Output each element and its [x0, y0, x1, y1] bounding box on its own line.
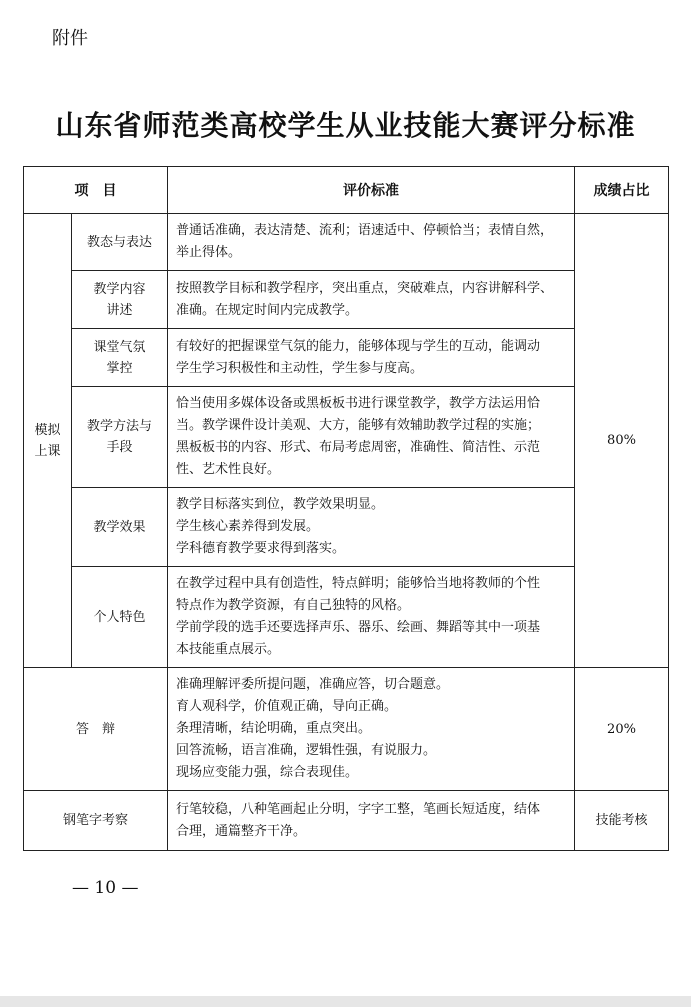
item-name-cell	[72, 329, 168, 387]
item-name-cell	[72, 387, 168, 488]
criteria-line: 准确理解评委所提问题，准确应答，切合题意。	[176, 677, 450, 692]
criteria-cell	[168, 387, 575, 488]
category-cell	[24, 214, 72, 668]
viewer-bottom-bar	[0, 996, 691, 1007]
attachment-label: 附件	[52, 28, 88, 49]
weight-cell: 技能考核	[575, 791, 669, 851]
criteria-cell	[168, 488, 575, 567]
criteria-line: 学生学习积极性和主动性，学生参与度高。	[176, 360, 424, 376]
header-criteria: 评价标准	[168, 167, 575, 214]
criteria-cell	[168, 271, 575, 329]
weight-cell: 80%	[575, 214, 669, 668]
table-row	[24, 567, 669, 668]
criteria-line: 合理，通篇整齐干净。	[176, 823, 307, 839]
table-row	[24, 488, 669, 567]
table-row	[24, 329, 669, 387]
criteria-line: 当。教学课件设计美观、大方，能够有效辅助教学过程的实施；	[176, 418, 541, 433]
criteria-line: 学科德育教学要求得到落实。	[176, 541, 346, 556]
criteria-line: 在教学过程中具有创造性，特点鲜明；能够恰当地将教师的个性	[176, 576, 541, 591]
scoring-table	[23, 166, 669, 851]
criteria-line: 学生核心素养得到发展。	[176, 519, 320, 534]
weight-cell: 20%	[575, 668, 669, 791]
criteria-cell	[168, 214, 575, 271]
criteria-line: 教学目标落实到位，教学效果明显。	[176, 497, 385, 512]
header-weight: 成绩占比	[575, 167, 669, 214]
table-row	[24, 668, 669, 791]
criteria-line: 条理清晰，结论明确，重点突出。	[176, 721, 372, 736]
table-row	[24, 791, 669, 851]
category-line: 上课	[34, 443, 61, 459]
criteria-line: 有较好的把握课堂气氛的能力，能够体现与学生的互动，能调动	[176, 338, 541, 354]
table-header-row	[24, 167, 669, 214]
header-item: 项 目	[24, 167, 168, 214]
criteria-line: 特点作为教学资源，有自己独特的风格。	[176, 598, 411, 613]
criteria-line: 本技能重点展示。	[176, 642, 281, 657]
item-name-cell	[72, 567, 168, 668]
criteria-line: 回答流畅，语言准确，逻辑性强，有说服力。	[176, 743, 437, 758]
criteria-line: 按照教学目标和教学程序，突出重点，突破难点，内容讲解科学、	[176, 280, 554, 296]
defense-name-cell: 答 辩	[24, 668, 168, 791]
criteria-cell	[168, 791, 575, 851]
criteria-line: 育人观科学，价值观正确，导向正确。	[176, 699, 398, 714]
criteria-line: 恰当使用多媒体设备或黑板板书进行课堂教学，教学方法运用恰	[176, 396, 541, 411]
item-name: 手段	[106, 440, 133, 455]
item-name: 课堂气氛	[93, 339, 146, 355]
criteria-line: 学前学段的选手还要选择声乐、器乐、绘画、舞蹈等其中一项基	[176, 620, 541, 635]
item-name: 个人特色	[93, 609, 146, 625]
item-name: 讲述	[106, 302, 133, 318]
criteria-cell	[168, 668, 575, 791]
handwriting-name-cell: 钢笔字考察	[24, 791, 168, 851]
table-row	[24, 214, 669, 271]
item-name: 教学方法与	[86, 419, 152, 434]
criteria-line: 性、艺术性良好。	[176, 462, 281, 477]
criteria-line: 黑板板书的内容、形式、布局考虑周密，准确性、简洁性、示范	[176, 440, 541, 455]
item-name-cell	[72, 214, 168, 271]
item-name-cell	[72, 271, 168, 329]
criteria-line: 普通话准确，表达清楚、流利；语速适中、停顿恰当；表情自然，	[176, 223, 554, 238]
criteria-line: 准确。在规定时间内完成教学。	[176, 302, 359, 318]
table-row	[24, 271, 669, 329]
document-title: 山东省师范类高校学生从业技能大赛评分标准	[55, 109, 636, 142]
item-name: 掌控	[106, 360, 133, 376]
criteria-line: 现场应变能力强，综合表现佳。	[176, 765, 359, 780]
item-name: 教学内容	[93, 281, 146, 297]
item-name: 教态与表达	[86, 234, 152, 250]
criteria-cell	[168, 567, 575, 668]
table-row	[24, 387, 669, 488]
criteria-line: 行笔较稳，八种笔画起止分明，字字工整，笔画长短适度，结体	[176, 801, 541, 817]
page-number: — 10 —	[72, 878, 139, 898]
item-name: 教学效果	[93, 519, 146, 535]
category-line: 模拟	[34, 422, 61, 438]
criteria-line: 举止得体。	[176, 245, 242, 260]
item-name-cell	[72, 488, 168, 567]
criteria-cell	[168, 329, 575, 387]
